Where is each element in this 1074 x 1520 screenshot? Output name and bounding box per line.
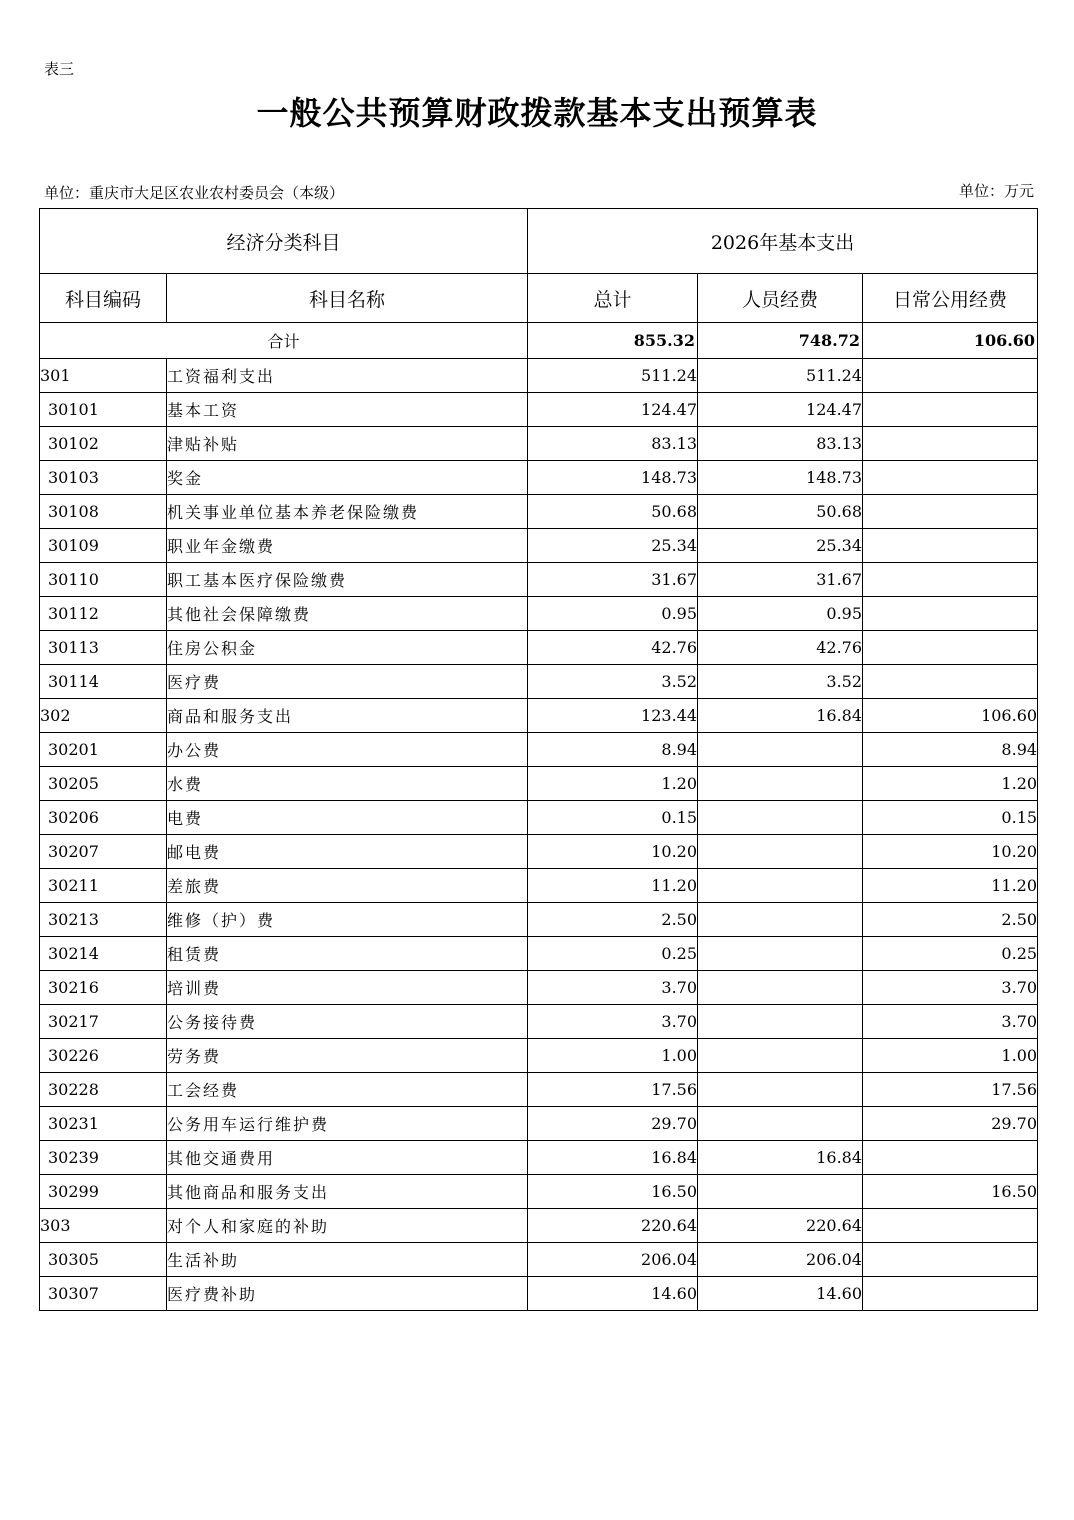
row-name: 其他商品和服务支出 <box>167 1175 528 1209</box>
row-name: 其他社会保障缴费 <box>167 597 528 631</box>
row-code: 30231 <box>40 1107 167 1141</box>
row-public <box>863 563 1038 597</box>
row-code: 30103 <box>40 461 167 495</box>
row-public: 17.56 <box>863 1073 1038 1107</box>
row-public <box>863 597 1038 631</box>
unit-organization: 单位：重庆市大足区农业农村委员会（本级） <box>44 184 345 202</box>
row-total: 1.20 <box>528 767 698 801</box>
table-row <box>40 631 1038 665</box>
row-code: 30211 <box>40 869 167 903</box>
table-row <box>40 529 1038 563</box>
total-label: 合计 <box>40 323 528 359</box>
page-title: 一般公共预算财政拨款基本支出预算表 <box>256 94 818 132</box>
row-name: 对个人和家庭的补助 <box>167 1209 528 1243</box>
row-name: 奖金 <box>167 461 528 495</box>
row-total: 2.50 <box>528 903 698 937</box>
row-name: 维修（护）费 <box>167 903 528 937</box>
row-personnel: 50.68 <box>698 495 863 529</box>
row-name: 工会经费 <box>167 1073 528 1107</box>
row-total: 16.84 <box>528 1141 698 1175</box>
row-code: 30307 <box>40 1277 167 1311</box>
row-total: 3.70 <box>528 1005 698 1039</box>
row-personnel: 148.73 <box>698 461 863 495</box>
table-row <box>40 733 1038 767</box>
row-name: 商品和服务支出 <box>167 699 528 733</box>
row-public: 1.20 <box>863 767 1038 801</box>
table-row <box>40 903 1038 937</box>
row-personnel: 3.52 <box>698 665 863 699</box>
row-public: 29.70 <box>863 1107 1038 1141</box>
row-code: 30305 <box>40 1243 167 1277</box>
row-public <box>863 1243 1038 1277</box>
row-code: 30214 <box>40 937 167 971</box>
row-personnel: 25.34 <box>698 529 863 563</box>
header-column-row <box>40 274 1038 323</box>
row-public: 16.50 <box>863 1175 1038 1209</box>
row-public <box>863 495 1038 529</box>
row-code: 30205 <box>40 767 167 801</box>
row-public <box>863 461 1038 495</box>
row-total: 1.00 <box>528 1039 698 1073</box>
table-row <box>40 359 1038 393</box>
row-name: 生活补助 <box>167 1243 528 1277</box>
table-row <box>40 495 1038 529</box>
table-row <box>40 1039 1038 1073</box>
row-personnel: 14.60 <box>698 1277 863 1311</box>
row-personnel <box>698 733 863 767</box>
row-name: 职工基本医疗保险缴费 <box>167 563 528 597</box>
col-header-personnel: 人员经费 <box>698 274 863 323</box>
table-row <box>40 1073 1038 1107</box>
row-code: 30226 <box>40 1039 167 1073</box>
row-total: 123.44 <box>528 699 698 733</box>
row-code: 30228 <box>40 1073 167 1107</box>
row-total: 0.25 <box>528 937 698 971</box>
row-code: 30110 <box>40 563 167 597</box>
table-row <box>40 1175 1038 1209</box>
col-header-name: 科目名称 <box>167 274 528 323</box>
row-total: 206.04 <box>528 1243 698 1277</box>
row-name: 公务用车运行维护费 <box>167 1107 528 1141</box>
row-public: 3.70 <box>863 971 1038 1005</box>
total-sum: 855.32 <box>528 323 698 359</box>
row-total: 0.95 <box>528 597 698 631</box>
total-public: 106.60 <box>863 323 1038 359</box>
row-code: 30109 <box>40 529 167 563</box>
row-personnel: 511.24 <box>698 359 863 393</box>
row-total: 124.47 <box>528 393 698 427</box>
total-personnel: 748.72 <box>698 323 863 359</box>
row-code: 30213 <box>40 903 167 937</box>
row-public: 8.94 <box>863 733 1038 767</box>
header-economic-classification: 经济分类科目 <box>40 209 528 274</box>
row-personnel <box>698 869 863 903</box>
row-name: 培训费 <box>167 971 528 1005</box>
row-code: 303 <box>40 1209 167 1243</box>
col-header-public: 日常公用经费 <box>863 274 1038 323</box>
row-total: 10.20 <box>528 835 698 869</box>
row-public: 3.70 <box>863 1005 1038 1039</box>
row-total: 3.70 <box>528 971 698 1005</box>
row-name: 津贴补贴 <box>167 427 528 461</box>
table-row <box>40 835 1038 869</box>
table-row <box>40 1141 1038 1175</box>
row-name: 其他交通费用 <box>167 1141 528 1175</box>
table-row <box>40 1209 1038 1243</box>
table-row <box>40 597 1038 631</box>
row-name: 医疗费 <box>167 665 528 699</box>
row-code: 30201 <box>40 733 167 767</box>
row-personnel <box>698 1005 863 1039</box>
row-total: 3.52 <box>528 665 698 699</box>
row-code: 30108 <box>40 495 167 529</box>
row-personnel <box>698 801 863 835</box>
header-group-row <box>40 209 1038 274</box>
row-total: 16.50 <box>528 1175 698 1209</box>
row-code: 30299 <box>40 1175 167 1209</box>
row-personnel: 220.64 <box>698 1209 863 1243</box>
row-personnel <box>698 971 863 1005</box>
row-name: 工资福利支出 <box>167 359 528 393</box>
row-personnel: 16.84 <box>698 699 863 733</box>
table-row <box>40 461 1038 495</box>
table-label: 表三 <box>44 60 75 78</box>
table-row <box>40 393 1038 427</box>
col-header-code: 科目编码 <box>40 274 167 323</box>
row-public: 106.60 <box>863 699 1038 733</box>
row-name: 邮电费 <box>167 835 528 869</box>
row-public <box>863 427 1038 461</box>
row-code: 30114 <box>40 665 167 699</box>
row-personnel: 31.67 <box>698 563 863 597</box>
table-row <box>40 665 1038 699</box>
table-row <box>40 563 1038 597</box>
row-public: 10.20 <box>863 835 1038 869</box>
table-body <box>40 323 1038 1311</box>
row-public: 0.15 <box>863 801 1038 835</box>
budget-table <box>39 208 1038 1311</box>
row-public: 11.20 <box>863 869 1038 903</box>
row-total: 25.34 <box>528 529 698 563</box>
row-personnel <box>698 903 863 937</box>
table-row <box>40 1277 1038 1311</box>
row-total: 511.24 <box>528 359 698 393</box>
row-public <box>863 393 1038 427</box>
unit-currency: 单位：万元 <box>958 182 1034 200</box>
row-public: 2.50 <box>863 903 1038 937</box>
row-public <box>863 665 1038 699</box>
row-name: 租赁费 <box>167 937 528 971</box>
table-row <box>40 427 1038 461</box>
table-row <box>40 869 1038 903</box>
row-code: 30216 <box>40 971 167 1005</box>
table-row <box>40 699 1038 733</box>
table-row <box>40 767 1038 801</box>
row-code: 30113 <box>40 631 167 665</box>
row-name: 差旅费 <box>167 869 528 903</box>
table-row <box>40 1107 1038 1141</box>
row-code: 30207 <box>40 835 167 869</box>
row-public <box>863 529 1038 563</box>
row-total: 148.73 <box>528 461 698 495</box>
row-total: 50.68 <box>528 495 698 529</box>
row-code: 30102 <box>40 427 167 461</box>
row-total: 14.60 <box>528 1277 698 1311</box>
header-basic-expenditure: 2026年基本支出 <box>528 209 1038 274</box>
row-public <box>863 359 1038 393</box>
row-name: 职业年金缴费 <box>167 529 528 563</box>
row-name: 住房公积金 <box>167 631 528 665</box>
row-code: 30101 <box>40 393 167 427</box>
row-total: 220.64 <box>528 1209 698 1243</box>
row-personnel <box>698 1039 863 1073</box>
row-personnel <box>698 1175 863 1209</box>
row-total: 29.70 <box>528 1107 698 1141</box>
row-code: 301 <box>40 359 167 393</box>
row-public <box>863 1277 1038 1311</box>
row-name: 办公费 <box>167 733 528 767</box>
table-row <box>40 801 1038 835</box>
row-personnel <box>698 1073 863 1107</box>
row-code: 302 <box>40 699 167 733</box>
row-total: 31.67 <box>528 563 698 597</box>
row-code: 30206 <box>40 801 167 835</box>
row-public: 1.00 <box>863 1039 1038 1073</box>
row-total: 17.56 <box>528 1073 698 1107</box>
row-personnel <box>698 1107 863 1141</box>
row-personnel: 83.13 <box>698 427 863 461</box>
row-code: 30239 <box>40 1141 167 1175</box>
table-row <box>40 971 1038 1005</box>
row-personnel: 42.76 <box>698 631 863 665</box>
row-public: 0.25 <box>863 937 1038 971</box>
row-name: 劳务费 <box>167 1039 528 1073</box>
row-name: 医疗费补助 <box>167 1277 528 1311</box>
row-personnel <box>698 937 863 971</box>
row-name: 基本工资 <box>167 393 528 427</box>
row-personnel <box>698 835 863 869</box>
row-total: 8.94 <box>528 733 698 767</box>
row-public <box>863 1141 1038 1175</box>
row-name: 水费 <box>167 767 528 801</box>
row-personnel <box>698 767 863 801</box>
row-public <box>863 631 1038 665</box>
row-personnel: 0.95 <box>698 597 863 631</box>
total-row <box>40 323 1038 359</box>
row-name: 公务接待费 <box>167 1005 528 1039</box>
row-personnel: 16.84 <box>698 1141 863 1175</box>
row-public <box>863 1209 1038 1243</box>
table-row <box>40 1005 1038 1039</box>
row-total: 0.15 <box>528 801 698 835</box>
row-personnel: 124.47 <box>698 393 863 427</box>
row-name: 电费 <box>167 801 528 835</box>
row-personnel: 206.04 <box>698 1243 863 1277</box>
row-total: 83.13 <box>528 427 698 461</box>
col-header-total: 总计 <box>528 274 698 323</box>
row-code: 30112 <box>40 597 167 631</box>
table-row <box>40 937 1038 971</box>
row-total: 11.20 <box>528 869 698 903</box>
table-row <box>40 1243 1038 1277</box>
row-code: 30217 <box>40 1005 167 1039</box>
row-name: 机关事业单位基本养老保险缴费 <box>167 495 528 529</box>
row-total: 42.76 <box>528 631 698 665</box>
